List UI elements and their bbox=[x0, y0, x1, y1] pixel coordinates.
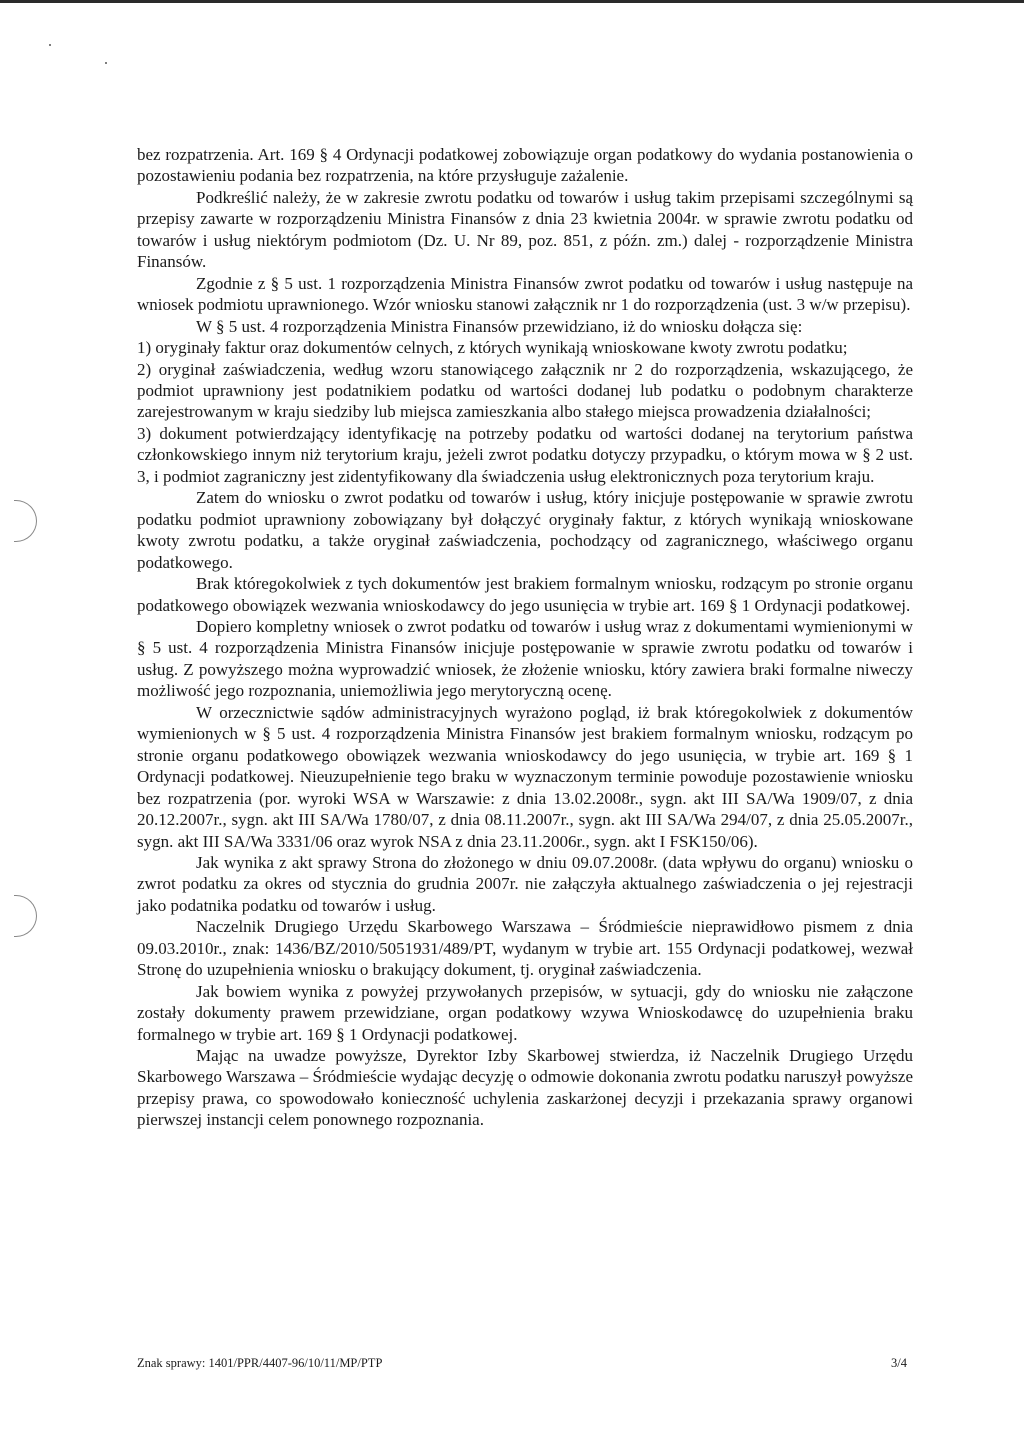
page-top-edge bbox=[0, 0, 1024, 3]
paragraph: Brak któregokolwiek z tych dokumentów jest brakiem formalnym wniosku, rodzącym po stronie organu podatkowego obowiązek wezwania wnioskodawcy do jego usunięcia w trybie art. 169 § 1 Ordynacji podatkowej. bbox=[137, 574, 913, 615]
paragraph: W § 5 ust. 4 rozporządzenia Ministra Finansów przewidziano, iż do wniosku dołącza się: bbox=[196, 316, 803, 336]
paragraph: W orzecznictwie sądów administracyjnych wyrażono pogląd, iż brak któregokolwiek z dokumentów wymienionych w § 5 ust. 4 rozporządzenia Ministra Finansów jest brakiem formalnym wniosku, rodzącym po stronie organu podatkowego obowiązek wezwania wnioskodawcy do jego usunięcia, w trybie art. 169 § 1 Ordynacji podatkowej. Nieuzupełnienie tego braku w wyznaczonym terminie powoduje pozostawienie wniosku bez rozpatrzenia (por. wyroki WSA w Warszawie: z dnia 13.02.2008r., sygn. akt III SA/Wa 1909/07, z dnia 20.12.2007r., sygn. akt III SA/Wa 1780/07, z dnia 08.11.2007r., sygn. akt III SA/Wa 294/07, z dnia 25.05.2007r., sygn. akt III SA/Wa 3331/06 oraz wyrok NSA z dnia 23.11.2006r., sygn. akt I FSK150/06). bbox=[137, 702, 913, 851]
scan-speck bbox=[49, 44, 51, 46]
paragraph: Jak wynika z akt sprawy Strona do złożonego w dniu 09.07.2008r. (data wpływu do organu) wniosku o zwrot podatku za okres od stycznia do grudnia 2007r. nie załączyła aktualnego zaświadczenia o jej rejestracji jako podatnika podatku od towarów i usług. bbox=[137, 852, 913, 915]
paragraph: Zgodnie z § 5 ust. 1 rozporządzenia Ministra Finansów zwrot podatku od towarów i usług następuje na wniosek podmiotu uprawnionego. Wzór wniosku stanowi załącznik nr 1 do rozporządzenia (ust. 3 w/w przepisu). bbox=[137, 273, 913, 315]
list-item: 1) oryginały faktur oraz dokumentów celnych, z których wynikają wnioskowane kwoty zwrotu podatku; bbox=[137, 338, 848, 358]
scan-speck bbox=[105, 62, 107, 64]
paragraph: Mając na uwadze powyższe, Dyrektor Izby Skarbowej stwierdza, iż Naczelnik Drugiego Urzędu Skarbowego Warszawa – Śródmieście wydając decyzję o odmowie dokonania zwrotu podatku naruszył powyższe przepisy prawa, co spowodowało konieczność uchylenia zaskarżonej decyzji i przekazania sprawy organowi pierwszej instancji celem ponownego rozpoznania. bbox=[137, 1046, 913, 1130]
paragraph: Zatem do wniosku o zwrot podatku od towarów i usług, który inicjuje postępowanie w sprawie zwrotu podatku podmiot uprawniony zobowiązany był dołączyć oryginały faktur, z których wynikają wnioskowane kwoty zwrotu podatku, a także oryginał zaświadczenia, pochodzący od zagranicznego, właściwego organu podatkowego. bbox=[137, 488, 913, 572]
paragraph: Jak bowiem wynika z powyżej przywołanych przepisów, w sytuacji, gdy do wniosku nie załączone zostały dokumenty prawem przewidziane, organ podatkowy wzywa Wnioskodawcę do uzupełnienia braku formalnego w trybie art. 169 § 1 Ordynacji podatkowej. bbox=[137, 981, 913, 1044]
list-item: 2) oryginał zaświadczenia, według wzoru stanowiącego załącznik nr 2 do rozporządzenia, wskazującego, że podmiot uprawniony jest podatnikiem podatku od wartości dodanej lub podatku o podobnym charakterze zarejestrowanym w kraju siedziby lub miejsca zamieszkania albo stałego miejsca prowadzenia działalności; bbox=[137, 359, 913, 422]
punch-hole-mark bbox=[14, 895, 37, 937]
paragraph: bez rozpatrzenia. Art. 169 § 4 Ordynacji podatkowej zobowiązuje organ podatkowy do wydania postanowienia o pozostawieniu podania bez rozpatrzenia, na które przysługuje zażalenie. bbox=[137, 145, 913, 186]
page-number: 3/4 bbox=[891, 1356, 907, 1370]
document-body bbox=[137, 144, 913, 1131]
paragraph: Naczelnik Drugiego Urzędu Skarbowego Warszawa – Śródmieście nieprawidłowo pismem z dnia 09.03.2010r., znak: 1436/BZ/2010/5051931/489/PT, wydanym w trybie art. 155 Ordynacji podatkowej, wezwał Stronę do uzupełnienia wniosku o brakujący dokument, tj. oryginał zaświadczenia. bbox=[137, 917, 913, 980]
paragraph: Dopiero kompletny wniosek o zwrot podatku od towarów i usług wraz z dokumentami wymienionymi w § 5 ust. 4 rozporządzenia Ministra Finansów inicjuje postępowanie w sprawie zwrotu podatku od towarów i usług. Z powyższego można wyprowadzić wniosek, że złożenie wniosku, który zawiera braki formalne niweczy możliwość jego rozpoznania, uniemożliwia jego merytoryczną ocenę. bbox=[137, 616, 913, 701]
paragraph: Podkreślić należy, że w zakresie zwrotu podatku od towarów i usług takim przepisami szczególnymi są przepisy zawarte w rozporządzeniu Ministra Finansów z dnia 23 kwietnia 2004r. w sprawie zwrotu podatku od towarów i usług niektórym podmiotom (Dz. U. Nr 89, poz. 851, z późn. zm.) dalej - rozporządzenie Ministra Finansów. bbox=[137, 187, 913, 272]
list-item: 3) dokument potwierdzający identyfikację na potrzeby podatku od wartości dodanej na terytorium państwa członkowskiego innym niż terytorium kraju, jeżeli zwrot podatku dotyczy przypadku, o którym mowa w § 2 ust. 3, i podmiot zagraniczny jest zidentyfikowany dla świadczenia usług elektronicznych poza terytorium kraju. bbox=[137, 423, 913, 486]
punch-hole-mark bbox=[14, 500, 37, 542]
case-reference: Znak sprawy: 1401/PPR/4407-96/10/11/MP/PTP bbox=[137, 1356, 383, 1370]
